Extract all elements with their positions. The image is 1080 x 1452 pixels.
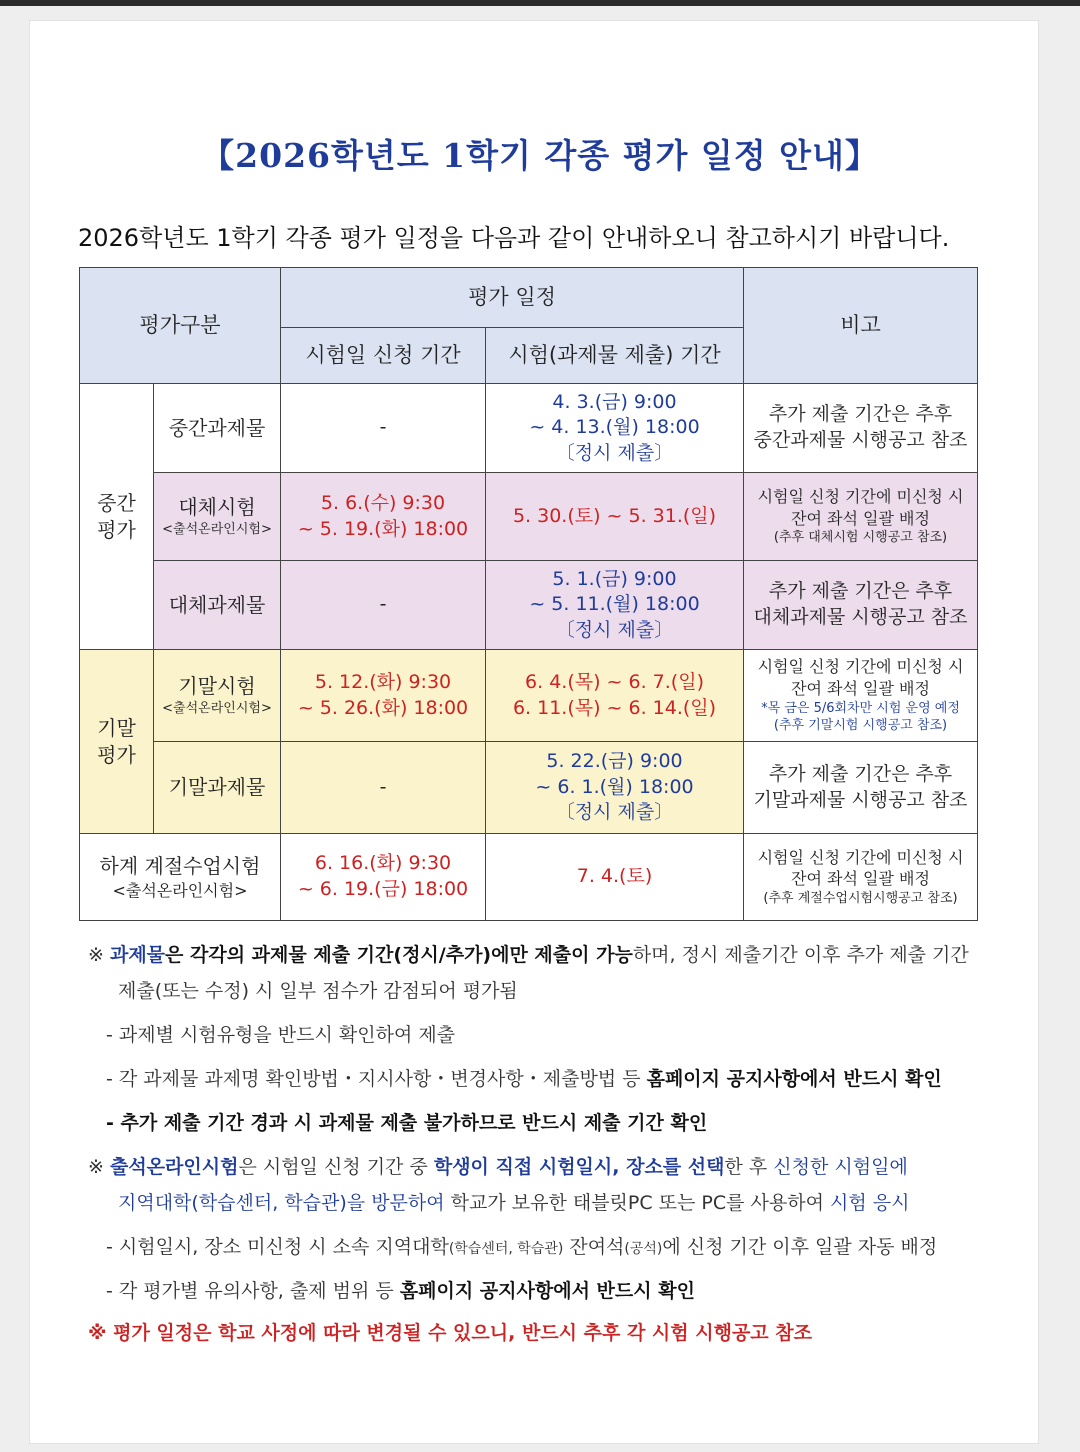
note-text: 에 신청 기간 이후 일괄 자동 배정 xyxy=(662,1236,938,1258)
note-blue: 신청한 시험일에 xyxy=(773,1156,908,1178)
note-bold: 홈페이지 공지사항에서 반드시 확인 xyxy=(646,1068,942,1090)
row-name-sub: <출석온라인시험> xyxy=(112,880,248,900)
header-schedule: 평가 일정 xyxy=(281,268,744,328)
note-warning: ※ 평가 일정은 학교 사정에 따라 변경될 수 있으니, 반드시 추후 각 시험 시행공고 참조 xyxy=(88,1322,812,1344)
row-exam: 5. 1.(금) 9:00 ~ 5. 11.(월) 18:00 〔정시 제출〕 xyxy=(486,561,744,650)
page-subtitle: 2026학년도 1학기 각종 평가 일정을 다음과 같이 안내하오니 참고하시기 바랍니다. xyxy=(78,224,950,252)
row-exam: 6. 4.(목) ~ 6. 7.(일) 6. 11.(목) ~ 6. 14.(일) xyxy=(486,650,744,742)
top-bar xyxy=(0,0,1080,6)
row-remark: 시험일 신청 기간에 미신청 시 잔여 좌석 일괄 배정 xyxy=(757,657,964,698)
row-name-cell xyxy=(154,473,281,561)
schedule-table xyxy=(79,267,978,921)
table-row xyxy=(80,561,978,650)
note-text: 은 시험일 신청 기간 중 xyxy=(238,1156,434,1178)
row-remark: 추가 제출 기간은 추후 기말과제물 시행공고 참조 xyxy=(744,742,978,834)
note-text: 잔여석 xyxy=(563,1236,625,1258)
note-highlight: 과제물 xyxy=(109,944,166,966)
row-exam: 4. 3.(금) 9:00 ~ 4. 13.(월) 18:00 〔정시 제출〕 xyxy=(486,384,744,473)
header-category: 평가구분 xyxy=(80,268,281,384)
row-remark-note: (추후 계절수업시험시행공고 참조) xyxy=(763,890,958,906)
row-exam: 7. 4.(토) xyxy=(486,834,744,921)
row-remark-note: (추후 기말시험 시행공고 참조) xyxy=(773,718,948,734)
note-line xyxy=(88,1276,998,1318)
note-highlight: 학생이 직접 시험일시, 장소를 선택 xyxy=(433,1156,725,1178)
note-small: (공석) xyxy=(624,1241,663,1257)
note-blue: 지역대학(학습센터, 학습관)을 방문하여 xyxy=(118,1192,445,1214)
note-line xyxy=(88,940,998,976)
header-remarks: 비고 xyxy=(744,268,978,384)
note-bold: 은 각각의 과제물 제출 기간(정시/추가)에만 제출이 가능 xyxy=(165,944,633,966)
note-text: - 시험일시, 장소 미신청 시 소속 지역대학 xyxy=(106,1236,449,1258)
note-line xyxy=(88,1064,998,1108)
row-name: 기말시험 xyxy=(178,674,256,699)
table-row xyxy=(80,650,978,742)
note-mark: ※ xyxy=(88,944,110,966)
note-line xyxy=(88,1188,998,1232)
row-apply: - xyxy=(281,561,486,650)
row-remark-cell xyxy=(744,650,978,742)
note-line xyxy=(88,1152,998,1188)
row-name: 중간과제물 xyxy=(154,384,281,473)
row-remark: 추가 제출 기간은 추후 대체과제물 시행공고 참조 xyxy=(744,561,978,650)
row-name: 대체과제물 xyxy=(154,561,281,650)
row-apply: - xyxy=(281,742,486,834)
row-name-cell xyxy=(80,834,281,921)
row-remark-cell xyxy=(744,834,978,921)
note-text: - 각 과제물 과제명 확인방법・지시사항・변경사항・제출방법 등 xyxy=(106,1068,647,1090)
note-text: 한 후 xyxy=(724,1156,774,1178)
page-title: 【2026학년도 1학기 각종 평가 일정 안내】 xyxy=(201,136,879,175)
row-apply: 5. 6.(수) 9:30 ~ 5. 19.(화) 18:00 xyxy=(281,473,486,561)
note-text: 학교가 보유한 태블릿PC 또는 PC를 사용하여 xyxy=(444,1192,830,1214)
note-line xyxy=(88,1232,998,1276)
table-row xyxy=(80,473,978,561)
note-text: - 각 평가별 유의사항, 출제 범위 등 xyxy=(106,1280,400,1302)
group-midterm: 중간 평가 xyxy=(80,384,154,650)
row-name-sub: <출석온라인시험> xyxy=(162,522,272,538)
row-remark-blue: *목 금은 5/6회차만 시험 운영 예정 xyxy=(761,700,960,716)
row-remark-cell xyxy=(744,473,978,561)
note-highlight: 출석온라인시험 xyxy=(109,1156,239,1178)
header-apply-period: 시험일 신청 기간 xyxy=(281,328,486,384)
row-name: 기말과제물 xyxy=(154,742,281,834)
note-mark: ※ xyxy=(88,1156,110,1178)
row-remark: 추가 제출 기간은 추후 중간과제물 시행공고 참조 xyxy=(744,384,978,473)
row-exam: 5. 30.(토) ~ 5. 31.(일) xyxy=(486,473,744,561)
row-apply: 5. 12.(화) 9:30 ~ 5. 26.(화) 18:00 xyxy=(281,650,486,742)
table-row xyxy=(80,384,978,473)
row-remark: 시험일 신청 기간에 미신청 시 잔여 좌석 일괄 배정 xyxy=(757,847,964,889)
row-remark-note: (추후 대체시험 시행공고 참조) xyxy=(773,530,948,546)
row-exam: 5. 22.(금) 9:00 ~ 6. 1.(월) 18:00 〔정시 제출〕 xyxy=(486,742,744,834)
table-row xyxy=(80,834,978,921)
row-name: 대체시험 xyxy=(178,495,256,520)
row-name-cell xyxy=(154,650,281,742)
row-apply: 6. 16.(화) 9:30 ~ 6. 19.(금) 18:00 xyxy=(281,834,486,921)
group-final: 기말 평가 xyxy=(80,650,154,834)
note-bold: 홈페이지 공지사항에서 반드시 확인 xyxy=(399,1280,695,1302)
notes-section xyxy=(88,940,998,1358)
header-exam-period: 시험(과제물 제출) 기간 xyxy=(486,328,744,384)
note-blue: 시험 응시 xyxy=(830,1192,910,1214)
note-text: 하며, 정시 제출기간 이후 추가 제출 기간 xyxy=(632,944,969,966)
row-remark: 시험일 신청 기간에 미신청 시 잔여 좌석 일괄 배정 xyxy=(757,487,964,528)
note-line: - 과제별 시험유형을 반드시 확인하여 제출 xyxy=(106,1024,456,1046)
note-line: - 추가 제출 기간 경과 시 과제물 제출 불가하므로 반드시 제출 기간 확인 xyxy=(106,1112,708,1134)
note-small: (학습센터, 학습관) xyxy=(448,1241,564,1257)
row-apply: - xyxy=(281,384,486,473)
row-name-sub: <출석온라인시험> xyxy=(162,701,272,717)
table-row xyxy=(80,742,978,834)
row-name: 하계 계절수업시험 xyxy=(99,853,261,878)
note-line: 제출(또는 수정) 시 일부 점수가 감점되어 평가됨 xyxy=(118,980,518,1002)
